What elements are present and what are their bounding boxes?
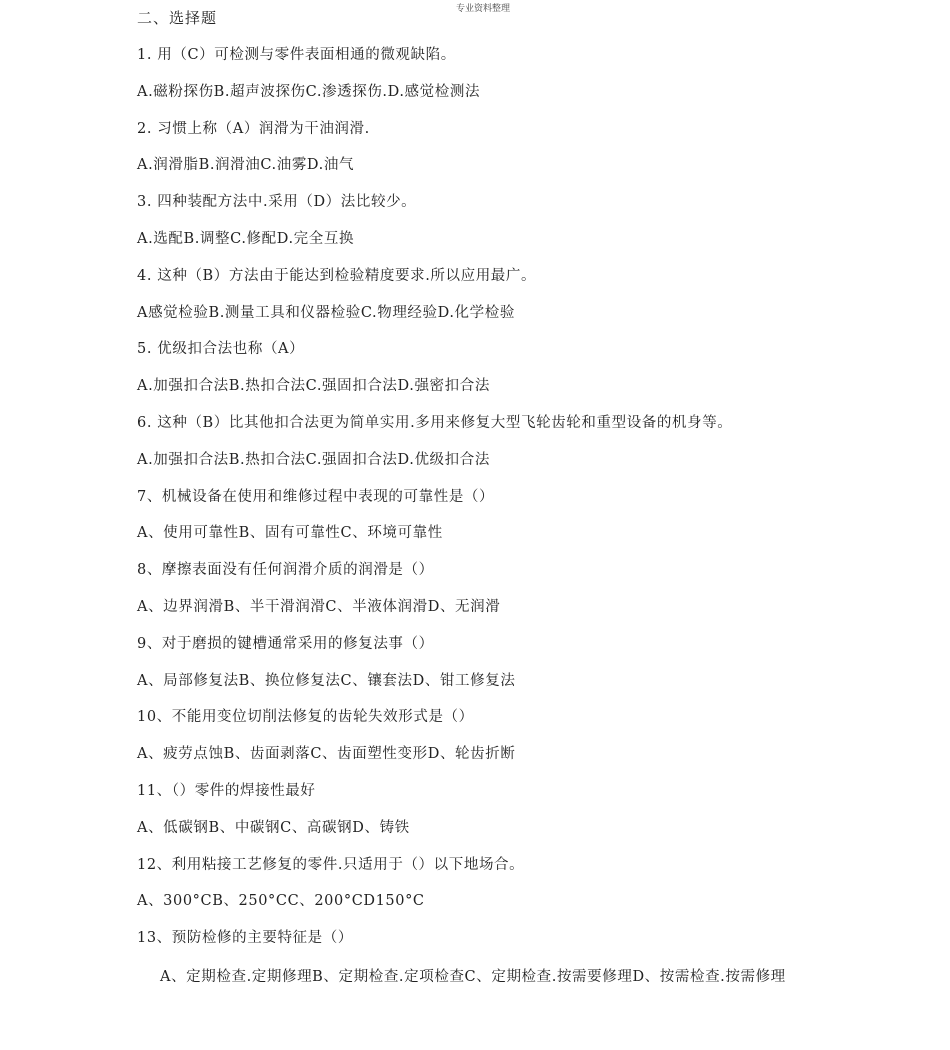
question-line: 4. 这种（B）方法由于能达到检验精度要求.所以应用最广。	[137, 267, 537, 284]
question-line: 9、对于磨损的键槽通常采用的修复法事（）	[137, 635, 434, 652]
options-line: A、定期检查.定期修理B、定期检查.定项检查C、定期检查.按需要修理D、按需检查.按需修理	[160, 968, 786, 985]
options-line: A.润滑脂B.润滑油C.油雾D.油气	[137, 157, 355, 174]
options-line: A、低碳钢B、中碳钢C、高碳钢D、铸铁	[137, 819, 410, 836]
options-line: A、使用可靠性B、固有可靠性C、环境可靠性	[137, 525, 443, 542]
question-line: 12、利用粘接工艺修复的零件.只适用于（）以下地场合。	[137, 856, 525, 873]
options-line: A.加强扣合法B.热扣合法C.强固扣合法D.强密扣合法	[137, 378, 490, 395]
question-line: 10、不能用变位切削法修复的齿轮失效形式是（）	[137, 709, 474, 726]
question-line: 3. 四种装配方法中.采用（D）法比较少。	[137, 194, 417, 211]
options-line: A、300°CB、250°CC、200°CD150°C	[137, 893, 425, 910]
section-title: 二、选择题	[137, 9, 218, 27]
header-note: 专业资料整理	[456, 4, 511, 14]
question-line: 7、机械设备在使用和维修过程中表现的可靠性是（）	[137, 488, 495, 505]
question-line: 2. 习惯上称（A）润滑为干油润滑.	[137, 120, 370, 137]
question-line: 5. 优级扣合法也称（A）	[137, 341, 305, 358]
question-line: 1. 用（C）可检测与零件表面相通的微观缺陷。	[137, 47, 456, 63]
options-line: A、疲劳点蚀B、齿面剥落C、齿面塑性变形D、轮齿折断	[137, 746, 516, 763]
question-line: 13、预防检修的主要特征是（）	[137, 930, 353, 947]
question-line: 6. 这种（B）比其他扣合法更为简单实用.多用来修复大型飞轮齿轮和重型设备的机身等。	[137, 414, 733, 431]
options-line: A感觉检验B.测量工具和仪器检验C.物理经验D.化学检验	[137, 304, 515, 321]
options-line: A.加强扣合法B.热扣合法C.强固扣合法D.优级扣合法	[137, 451, 490, 468]
question-line: 8、摩擦表面没有任何润滑介质的润滑是（）	[137, 562, 434, 579]
question-line: 11、（）零件的焊接性最好	[137, 782, 316, 799]
options-line: A、局部修复法B、换位修复法C、镶套法D、钳工修复法	[137, 672, 516, 689]
options-line: A、边界润滑B、半干滑润滑C、半液体润滑D、无润滑	[137, 598, 501, 615]
options-line: A.磁粉探伤B.超声波探伤C.渗透探伤.D.感觉检测法	[137, 83, 481, 100]
question-list	[137, 44, 797, 996]
options-line: A.选配B.调整C.修配D.完全互换	[137, 230, 355, 247]
